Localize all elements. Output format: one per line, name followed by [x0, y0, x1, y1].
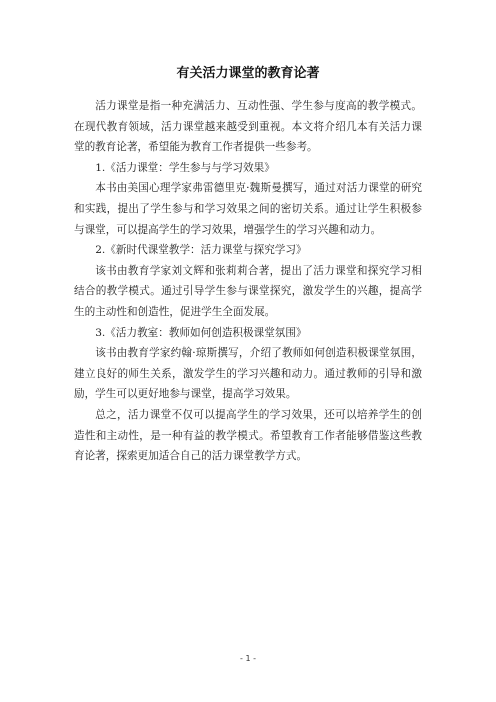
book-1-heading: 1.《活力课堂：学生参与与学习效果》	[95, 161, 275, 174]
book-3-heading: 3.《活力教室：教师如何创造积极课堂氛围》	[95, 326, 307, 339]
document-title: 有关活力课堂的教育论著	[176, 66, 320, 81]
intro-paragraph: 活力课堂是指一种充满活力、互动性强、学生参与度高的教学模式。在现代教育领域，活力课堂越来越受到重视。本文将介绍几本有关活力课堂的教育论著，希望能为教育工作者提供一些参考。	[74, 100, 422, 154]
conclusion-paragraph: 总之，活力课堂不仅可以提高学生的学习效果，还可以培养学生的创造性和主动性，是一种有益的教学模式。希望教育工作者能够借鉴这些教育论著，探索更加适合自己的活力课堂教学方式。	[74, 408, 422, 463]
book-3-description: 该书由教育学家约翰·琼斯撰写，介绍了教师如何创造积极课堂氛围，建立良好的师生关系，激发学生的学习兴趣和动力。通过教师的引导和激励，学生可以更好地参与课堂，提高学习效果。	[74, 347, 422, 401]
document-body	[74, 96, 422, 467]
book-2-heading: 2.《新时代课堂教学：活力课堂与探究学习》	[95, 244, 307, 257]
book-2-description: 该书由教育学家刘文辉和张莉莉合著，提出了活力课堂和探究学习相结合的教学模式。通过引导学生参与课堂探究，激发学生的兴趣，提高学生的主动性和创造性，促进学生全面发展。	[74, 264, 422, 318]
book-1-description: 本书由美国心理学家弗雷德里克·魏斯曼撰写，通过对活力课堂的研究和实践，提出了学生参与和学习效果之间的密切关系。通过让学生积极参与课堂，可以提高学生的学习效果，增强学生的学习兴趣和动力。	[74, 182, 422, 236]
page-number: - 1 -	[240, 654, 256, 663]
